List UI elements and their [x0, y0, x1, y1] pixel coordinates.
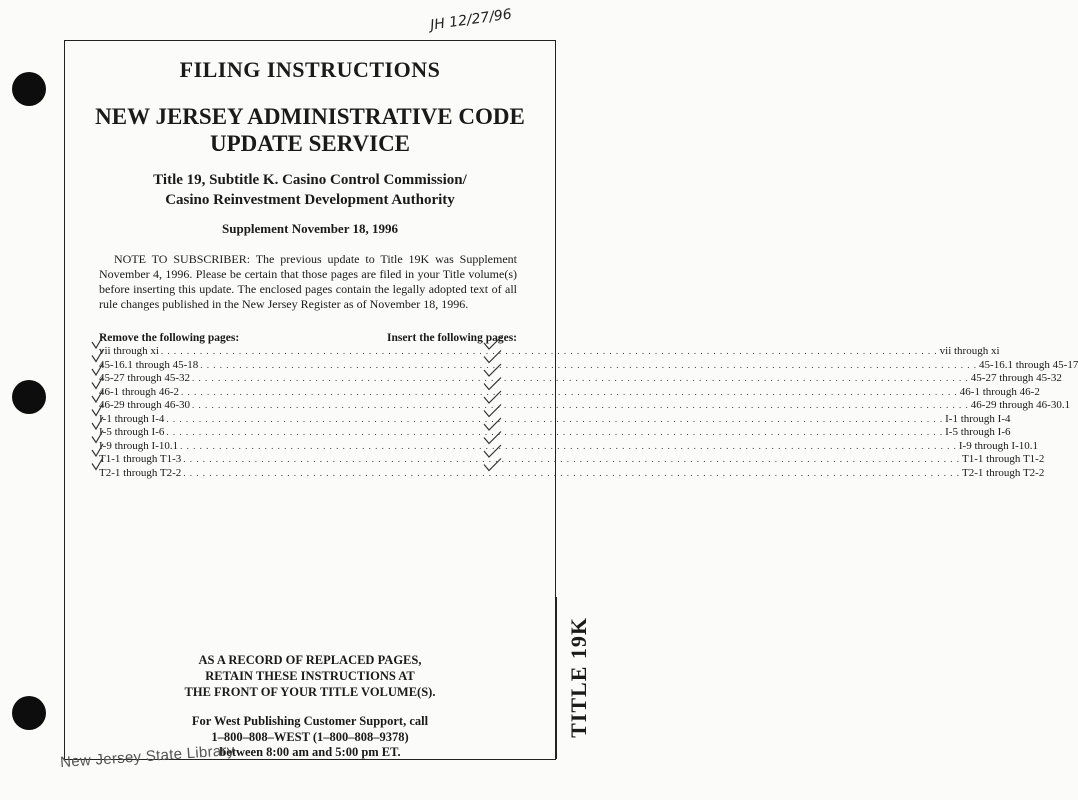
- remove-pages: 46-1 through 46-2: [99, 385, 180, 398]
- insert-pages: I-5 through I-6: [945, 426, 1011, 438]
- binder-hole-bottom: [12, 696, 46, 730]
- record-line-1: AS A RECORD OF REPLACED PAGES,: [198, 653, 422, 667]
- supplement-date: Supplement November 18, 1996: [222, 221, 398, 236]
- support-line-3: between 8:00 am and 5:00 pm ET.: [219, 745, 401, 759]
- insert-pages: T1-1 through T1-2: [962, 453, 1045, 465]
- table-row: [99, 358, 1078, 373]
- library-stamp: New Jersey State Library: [59, 741, 236, 772]
- record-instructions: [65, 652, 555, 700]
- remove-header: Remove the following pages:: [99, 332, 240, 344]
- record-line-3: THE FRONT OF YOUR TITLE VOLUME(S).: [184, 685, 436, 699]
- remove-pages: I-5 through I-6: [99, 426, 165, 438]
- leader-dots: . . . . . . . . . . . . . . . . . . . . . . . . . . . . . . . . . . . . . . . . . . . . . . . . . . . . . . . . . . . . . . . . . . . . . . . . . . . . . . . . . . . . . . . . . . . . . . . . . . . . . . . . . . . . . . . . . . . . . . . .: [183, 454, 961, 464]
- remove-pages: 46-29 through 46-30: [99, 399, 191, 411]
- insert-pages: vii through xi: [939, 345, 1000, 357]
- remove-pages: 45-16.1 through 45-18: [99, 358, 199, 371]
- insert-header: Insert the following pages:: [386, 332, 517, 344]
- table-row: [99, 439, 1038, 454]
- note-to-subscriber: NOTE TO SUBSCRIBER: The previous update to Title 19K was Supplement November 4, 1996. Please be certain that those pages are filed in your Title volume(s) before inserting this update. The enclosed pages contain the legally adopted text of all rule changes published in the New Jersey Register as of November 18, 1996.: [99, 252, 517, 311]
- remove-pages: vii through xi: [99, 345, 159, 357]
- page-title: FILING INSTRUCTIONS: [179, 57, 441, 82]
- remove-pages: I-1 through I-4: [99, 412, 165, 425]
- insert-pages: 46-1 through 46-2: [959, 385, 1040, 398]
- spine-label-box: [556, 597, 603, 759]
- binder-hole-middle: [12, 380, 46, 414]
- code-title-line-1: NEW JERSEY ADMINISTRATIVE CODE: [95, 104, 525, 129]
- leader-dots: . . . . . . . . . . . . . . . . . . . . . . . . . . . . . . . . . . . . . . . . . . . . . . . . . . . . . . . . . . . . . . . . . . . . . . . . . . . . . . . . . . . . . . . . . . . . . . . . . . . . . . . . . . . . . . . . . . . . . . . .: [166, 427, 944, 437]
- insert-pages: 45-16.1 through 45-17: [979, 358, 1078, 371]
- handwritten-initials-date: JH 12/27/96: [429, 6, 513, 34]
- table-row: [99, 453, 1045, 467]
- page-replacement-table: [99, 332, 1078, 480]
- leader-dots: . . . . . . . . . . . . . . . . . . . . . . . . . . . . . . . . . . . . . . . . . . . . . . . . . . . . . . . . . . . . . . . . . . . . . . . . . . . . . . . . . . . . . . . . . . . . . . . . . . . . . . . . . . . . . . . . . . . . . . . .: [160, 346, 938, 356]
- leader-dots: . . . . . . . . . . . . . . . . . . . . . . . . . . . . . . . . . . . . . . . . . . . . . . . . . . . . . . . . . . . . . . . . . . . . . . . . . . . . . . . . . . . . . . . . . . . . . . . . . . . . . . . . . . . . . . . . . . . . . . . .: [192, 400, 969, 410]
- code-title: [65, 103, 555, 157]
- leader-dots: . . . . . . . . . . . . . . . . . . . . . . . . . . . . . . . . . . . . . . . . . . . . . . . . . . . . . . . . . . . . . . . . . . . . . . . . . . . . . . . . . . . . . . . . . . . . . . . . . . . . . . . . . . . . . . . . . . . . . . . .: [166, 413, 944, 424]
- subtitle-line-1: Title 19, Subtitle K. Casino Control Commission/: [153, 172, 467, 188]
- remove-pages: 45-27 through 45-32: [99, 372, 191, 384]
- table-row: [99, 372, 1062, 386]
- remove-pages: T2-1 through T2-2: [99, 466, 182, 479]
- table-row: [99, 399, 1071, 413]
- leader-dots: . . . . . . . . . . . . . . . . . . . . . . . . . . . . . . . . . . . . . . . . . . . . . . . . . . . . . . . . . . . . . . . . . . . . . . . . . . . . . . . . . . . . . . . . . . . . . . . . . . . . . . . . . . . . . . . . . . . . . . . .: [181, 386, 958, 397]
- remove-pages: I-9 through I-10.1: [99, 439, 179, 452]
- table-row: [99, 345, 1000, 359]
- insert-pages: 45-27 through 45-32: [970, 372, 1062, 384]
- binder-hole-top: [12, 72, 46, 106]
- insert-pages: I-1 through I-4: [945, 412, 1011, 425]
- code-title-line-2: UPDATE SERVICE: [209, 131, 411, 156]
- subtitle-line-2: Casino Reinvestment Development Authority: [165, 192, 455, 208]
- leader-dots: . . . . . . . . . . . . . . . . . . . . . . . . . . . . . . . . . . . . . . . . . . . . . . . . . . . . . . . . . . . . . . . . . . . . . . . . . . . . . . . . . . . . . . . . . . . . . . . . . . . . . . . . . . . . . . . . . . . . . . . .: [192, 373, 969, 383]
- leader-dots: . . . . . . . . . . . . . . . . . . . . . . . . . . . . . . . . . . . . . . . . . . . . . . . . . . . . . . . . . . . . . . . . . . . . . . . . . . . . . . . . . . . . . . . . . . . . . . . . . . . . . . . . . . . . . . . . . . . . . . . .: [200, 359, 978, 370]
- subtitle: [65, 170, 555, 210]
- insert-pages: I-9 through I-10.1: [958, 439, 1038, 452]
- record-line-2: RETAIN THESE INSTRUCTIONS AT: [205, 669, 415, 683]
- leader-dots: . . . . . . . . . . . . . . . . . . . . . . . . . . . . . . . . . . . . . . . . . . . . . . . . . . . . . . . . . . . . . . . . . . . . . . . . . . . . . . . . . . . . . . . . . . . . . . . . . . . . . . . . . . . . . . . . . . . . . . . .: [180, 440, 957, 451]
- table-rows: [99, 345, 1078, 480]
- table-row: [99, 426, 1011, 440]
- document-frame: [64, 40, 1078, 760]
- insert-pages: 46-29 through 46-30.1: [970, 399, 1071, 411]
- insert-pages: T2-1 through T2-2: [962, 466, 1045, 479]
- table-header: [99, 332, 517, 344]
- spine-label: TITLE 19K: [566, 617, 591, 738]
- support-line-1: For West Publishing Customer Support, call: [191, 714, 429, 728]
- table-row: [99, 466, 1045, 481]
- table-row: [99, 385, 1040, 400]
- support-line-2: 1–800–808–WEST (1–800–808–9378): [211, 729, 409, 744]
- table-row: [99, 412, 1011, 427]
- remove-pages: T1-1 through T1-3: [99, 453, 182, 465]
- leader-dots: . . . . . . . . . . . . . . . . . . . . . . . . . . . . . . . . . . . . . . . . . . . . . . . . . . . . . . . . . . . . . . . . . . . . . . . . . . . . . . . . . . . . . . . . . . . . . . . . . . . . . . . . . . . . . . . . . . . . . . . .: [183, 467, 961, 478]
